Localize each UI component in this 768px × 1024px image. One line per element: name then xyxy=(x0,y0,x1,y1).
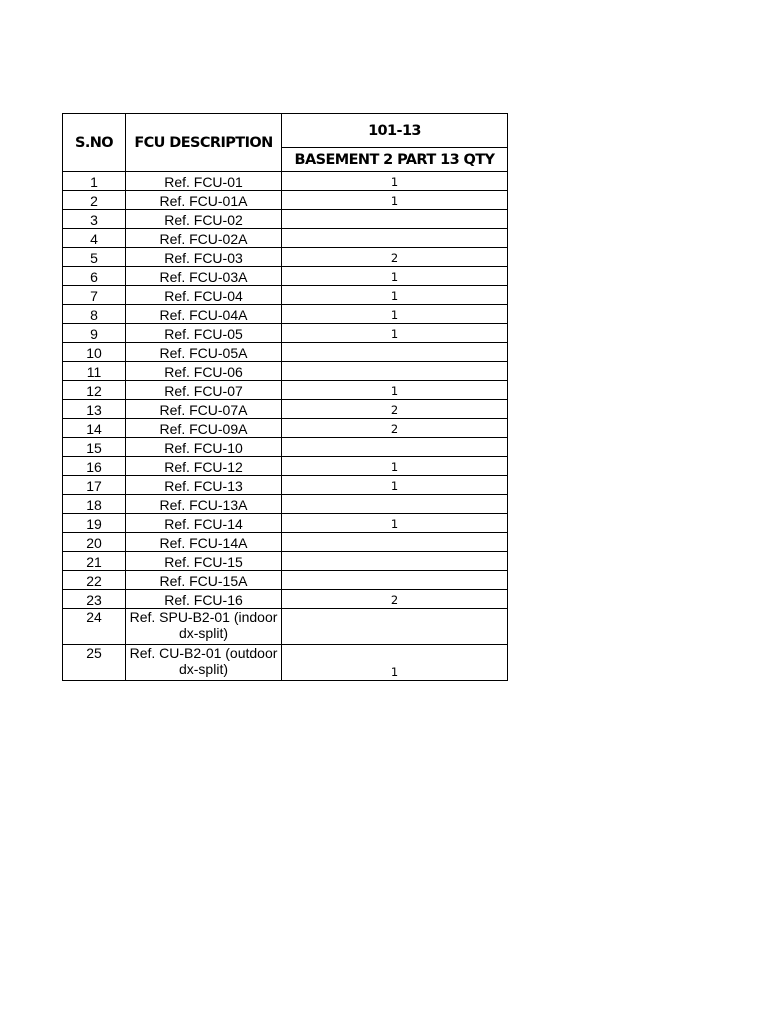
qty-cell xyxy=(282,495,508,514)
qty-cell: 1 xyxy=(282,286,508,305)
table-row xyxy=(63,400,508,419)
sno-cell: 15 xyxy=(63,438,126,457)
description-cell: Ref. FCU-02A xyxy=(126,229,282,248)
sno-cell: 12 xyxy=(63,381,126,400)
group-header: 101-13 xyxy=(282,114,508,148)
qty-cell: 1 xyxy=(282,381,508,400)
sno-cell: 23 xyxy=(63,590,126,609)
qty-cell xyxy=(282,533,508,552)
sno-cell: 17 xyxy=(63,476,126,495)
sno-cell: 21 xyxy=(63,552,126,571)
table-row xyxy=(63,590,508,609)
description-cell: Ref. FCU-02 xyxy=(126,210,282,229)
table-row xyxy=(63,533,508,552)
description-header: FCU DESCRIPTION xyxy=(126,114,282,172)
table-row xyxy=(63,210,508,229)
description-cell: Ref. FCU-13 xyxy=(126,476,282,495)
description-cell: Ref. FCU-13A xyxy=(126,495,282,514)
sno-cell: 7 xyxy=(63,286,126,305)
sno-cell: 5 xyxy=(63,248,126,267)
description-cell: Ref. FCU-03A xyxy=(126,267,282,286)
table-row xyxy=(63,286,508,305)
table-row xyxy=(63,571,508,590)
qty-cell xyxy=(282,229,508,248)
fcu-quantity-table xyxy=(62,113,508,681)
table-row xyxy=(63,267,508,286)
description-cell: Ref. FCU-05A xyxy=(126,343,282,362)
sno-cell: 19 xyxy=(63,514,126,533)
sno-header: S.NO xyxy=(63,114,126,172)
description-cell: Ref. FCU-15 xyxy=(126,552,282,571)
table-row xyxy=(63,362,508,381)
qty-cell xyxy=(282,210,508,229)
qty-cell: 2 xyxy=(282,400,508,419)
sno-cell: 24 xyxy=(63,609,126,645)
description-cell: Ref. CU-B2-01 (outdoor dx-split) xyxy=(126,645,282,681)
description-cell: Ref. FCU-06 xyxy=(126,362,282,381)
sno-cell: 16 xyxy=(63,457,126,476)
description-cell: Ref. FCU-04 xyxy=(126,286,282,305)
qty-cell xyxy=(282,362,508,381)
description-cell: Ref. FCU-09A xyxy=(126,419,282,438)
sno-cell: 9 xyxy=(63,324,126,343)
qty-cell xyxy=(282,609,508,645)
table-row xyxy=(63,457,508,476)
qty-cell xyxy=(282,571,508,590)
sno-cell: 13 xyxy=(63,400,126,419)
table-row xyxy=(63,248,508,267)
header-row xyxy=(63,114,508,148)
table-row xyxy=(63,645,508,681)
qty-cell: 1 xyxy=(282,191,508,210)
table-body xyxy=(63,172,508,681)
qty-cell: 1 xyxy=(282,476,508,495)
table-row xyxy=(63,495,508,514)
qty-cell: 1 xyxy=(282,324,508,343)
sno-cell: 25 xyxy=(63,645,126,681)
description-cell: Ref. FCU-15A xyxy=(126,571,282,590)
table-row xyxy=(63,191,508,210)
description-cell: Ref. FCU-05 xyxy=(126,324,282,343)
qty-header: BASEMENT 2 PART 13 QTY xyxy=(282,148,508,172)
table-row xyxy=(63,343,508,362)
description-cell: Ref. FCU-01 xyxy=(126,172,282,191)
sno-cell: 20 xyxy=(63,533,126,552)
qty-cell xyxy=(282,438,508,457)
qty-cell xyxy=(282,552,508,571)
description-cell: Ref. FCU-10 xyxy=(126,438,282,457)
sno-cell: 14 xyxy=(63,419,126,438)
sno-cell: 4 xyxy=(63,229,126,248)
description-cell: Ref. FCU-04A xyxy=(126,305,282,324)
table-row xyxy=(63,324,508,343)
description-cell: Ref. FCU-07A xyxy=(126,400,282,419)
sno-cell: 22 xyxy=(63,571,126,590)
qty-cell: 2 xyxy=(282,419,508,438)
description-cell: Ref. FCU-16 xyxy=(126,590,282,609)
qty-cell: 1 xyxy=(282,267,508,286)
table-row xyxy=(63,476,508,495)
description-cell: Ref. FCU-01A xyxy=(126,191,282,210)
description-cell: Ref. FCU-07 xyxy=(126,381,282,400)
description-cell: Ref. FCU-03 xyxy=(126,248,282,267)
table-row xyxy=(63,438,508,457)
description-cell: Ref. FCU-12 xyxy=(126,457,282,476)
table-row xyxy=(63,229,508,248)
qty-cell xyxy=(282,343,508,362)
description-cell: Ref. SPU-B2-01 (indoor dx-split) xyxy=(126,609,282,645)
description-cell: Ref. FCU-14 xyxy=(126,514,282,533)
sno-cell: 3 xyxy=(63,210,126,229)
qty-cell: 1 xyxy=(282,514,508,533)
sno-cell: 11 xyxy=(63,362,126,381)
qty-cell: 1 xyxy=(282,305,508,324)
qty-cell: 2 xyxy=(282,248,508,267)
sno-cell: 1 xyxy=(63,172,126,191)
qty-cell: 1 xyxy=(282,172,508,191)
table-row xyxy=(63,552,508,571)
sno-cell: 6 xyxy=(63,267,126,286)
qty-cell: 1 xyxy=(282,645,508,681)
sno-cell: 8 xyxy=(63,305,126,324)
table-row xyxy=(63,609,508,645)
sno-cell: 10 xyxy=(63,343,126,362)
qty-cell: 2 xyxy=(282,590,508,609)
description-cell: Ref. FCU-14A xyxy=(126,533,282,552)
qty-cell: 1 xyxy=(282,457,508,476)
table-row xyxy=(63,381,508,400)
table-row xyxy=(63,305,508,324)
sno-cell: 18 xyxy=(63,495,126,514)
table-row xyxy=(63,172,508,191)
table-row xyxy=(63,419,508,438)
table-row xyxy=(63,514,508,533)
sno-cell: 2 xyxy=(63,191,126,210)
